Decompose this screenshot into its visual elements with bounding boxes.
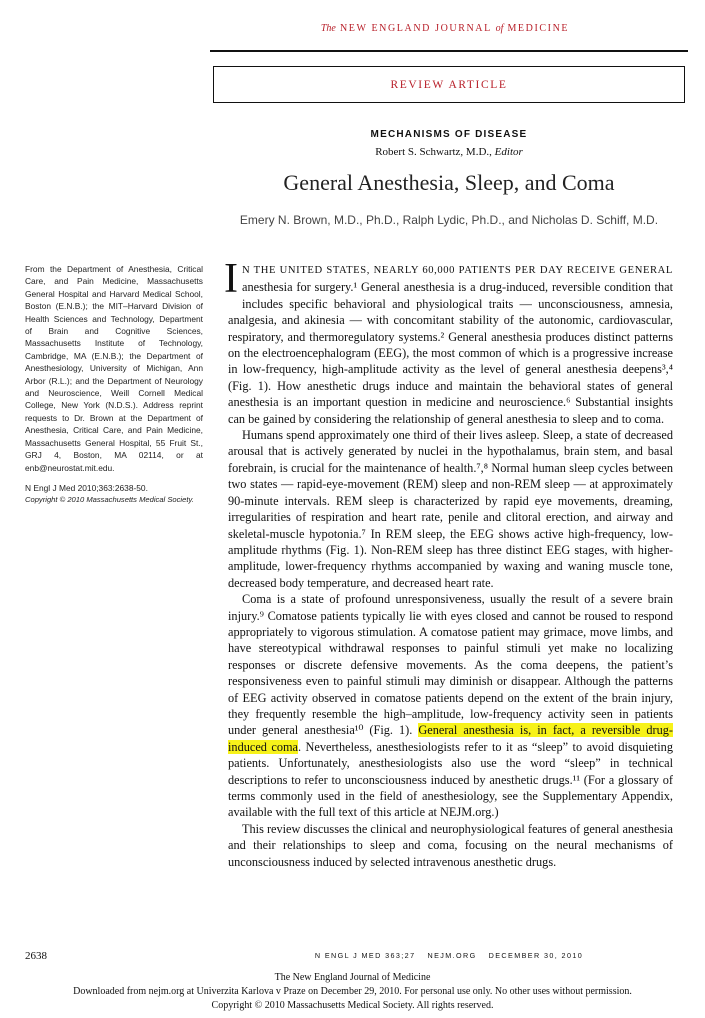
issue-date: DECEMBER 30, 2010	[488, 951, 584, 960]
running-footer	[213, 951, 685, 960]
editor-role: Editor	[494, 146, 523, 158]
download-line-2: Downloaded from nejm.org at Univerzita Karlova v Praze on December 29, 2010. For personal use only. No other uses without permission.	[73, 986, 632, 997]
masthead-end: MEDICINE	[503, 23, 570, 34]
paragraph-1-text: anesthesia for surgery.¹ General anesthesia is a drug-induced, reversible condition that includes specific behavioral and physiological traits — unconsciousness, amnesia, analgesia, and akinesia — with concomitant stability of the autonomic, cardiovascular, respiratory, and thermoregulatory systems.² General anesthesia produces distinct patterns on the electroencephalogram (EEG), the most common of which is a progressive increase in low-frequency, high-amplitude activity as the level of general anesthesia deepens³,⁴ (Fig. 1). How anesthetic drugs induce and maintain the behavioral states of general anesthesia is an important question in medicine and neuroscience.⁶ Substantial insights can be gained by considering the relationship of general anesthesia to sleep and to coma.	[228, 280, 673, 426]
header-rule	[210, 50, 688, 52]
paragraph-4: This review discusses the clinical and neurophysiological features of general anesthesia and their relationships to sleep and coma, focusing on the neural mechanisms of unconsciousness induced by selected intravenous anesthetic drugs.	[228, 821, 673, 869]
paragraph-2: Humans spend approximately one third of their lives asleep. Sleep, a state of decreased arousal that is actively generated by nuclei in the hypothalamus, brain stem, and basal forebrain, is crucial for the maintenance of health.⁷,⁸ Normal human sleep cycles between two states — rapid-eye-movement (REM) sleep and non-REM sleep — at approximately 90-minute intervals. REM sleep is characterized by rapid eye movements, dreaming, irregularities of respiration and heart rate, penile and clitoral erection, and airway and skeletal-muscle hypotonia.⁷ In REM sleep, the EEG shows active high-frequency, low-amplitude rhythms (Fig. 1). Non-REM sleep has three distinct EEG stages, with higher-amplitude, lower-frequency rhythms accompanied by waxing and waning muscle tone, decreased body temperature, and decreased heart rate.	[228, 428, 673, 590]
page-number: 2638	[25, 950, 47, 962]
article-type-label: REVIEW ARTICLE	[390, 78, 508, 91]
affiliations: From the Department of Anesthesia, Critical Care, and Pain Medicine, Massachusetts General Hospital and Harvard Medical School, Boston (E.N.B.); the MIT–Harvard Division of Health Sciences and Technology, Department of Brain and Cognitive Sciences, Massachusetts Institute of Technology, Cambridge, MA (E.N.B.); the Department of Anesthesiology, University of Michigan, Ann Arbor (R.L.); and the Department of Neurology and Neuroscience, Weill Cornell Medical College, New York (N.D.S.). Address reprint requests to Dr. Brown at the Department of Anesthesia, Critical Care, and Pain Medicine, Massachusetts General Hospital, 55 Fruit St., GRJ 4, Boston, MA 02114, or at enb@neurostat.mit.edu.	[25, 264, 203, 473]
masthead-main: NEW ENGLAND JOURNAL	[335, 23, 496, 34]
article-type-box	[213, 66, 685, 103]
drop-cap: I	[224, 256, 238, 302]
journal-abbrev: N ENGL J MED 363;27	[314, 951, 416, 960]
paragraph-3-end: . Nevertheless, anesthesiologists refer to it as “sleep” to avoid disquieting patients. Unfortunately, anesthesiologists also use the word “sleep” in technical descriptions to refer to unconsciousness induced by anesthetic drugs.¹¹ (For a glossary of terms commonly used in the field of anesthesiology, see the Supplementary Appendix, available with the full text of this article at NEJM.org.)	[228, 739, 673, 820]
journal-masthead	[200, 23, 690, 34]
lead-in-caps: N THE UNITED STATES, NEARLY 60,000 PATIENTS PER DAY RECEIVE GENERAL	[242, 265, 673, 276]
sidebar-copyright: Copyright © 2010 Massachusetts Medical Society.	[25, 495, 194, 505]
citation: N Engl J Med 2010;363:2638-50.	[25, 482, 148, 493]
section-title: MECHANISMS OF DISEASE	[370, 129, 528, 140]
editor-name: Robert S. Schwartz, M.D.,	[375, 146, 495, 158]
masthead-the: The	[320, 23, 336, 34]
editor-line	[213, 146, 685, 158]
masthead-of: of	[495, 23, 504, 34]
download-notice	[0, 971, 705, 1013]
paragraph-1	[224, 256, 673, 427]
paragraph-3	[228, 591, 673, 821]
download-line-1: The New England Journal of Medicine	[274, 972, 431, 983]
download-line-3: Copyright © 2010 Massachusetts Medical Society. All rights reserved.	[211, 1000, 494, 1011]
paragraph-3-start: Coma is a state of profound unresponsiveness, usually the result of a severe brain injury.⁹ Comatose patients typically lie with eyes closed and cannot be roused to respond appropriately to vigorous stimulation. A comatose patient may grimace, move limbs, and have stereotypical withdrawal responses to painful stimuli yet make no localizing responses or discrete defensive movements. As the coma deepens, the patient’s responsiveness even to painful stimuli may diminish or disappear. Although the patterns of EEG activity observed in comatose patients depend on the extent of the brain injury, they frequently resemble the high–amplitude, low-frequency activity seen in patients under general anesthesia¹⁰ (Fig. 1).	[228, 592, 673, 738]
article-authors: Emery N. Brown, M.D., Ph.D., Ralph Lydic, Ph.D., and Nicholas D. Schiff, M.D.	[239, 213, 659, 227]
author-sidebar	[25, 263, 203, 507]
article-title: General Anesthesia, Sleep, and Coma	[283, 170, 615, 195]
article-body	[224, 256, 673, 870]
highlighted-sentence: General anesthesia is, in fact, a reversible drug-induced coma	[228, 723, 673, 754]
journal-site: NEJM.ORG	[427, 951, 477, 960]
